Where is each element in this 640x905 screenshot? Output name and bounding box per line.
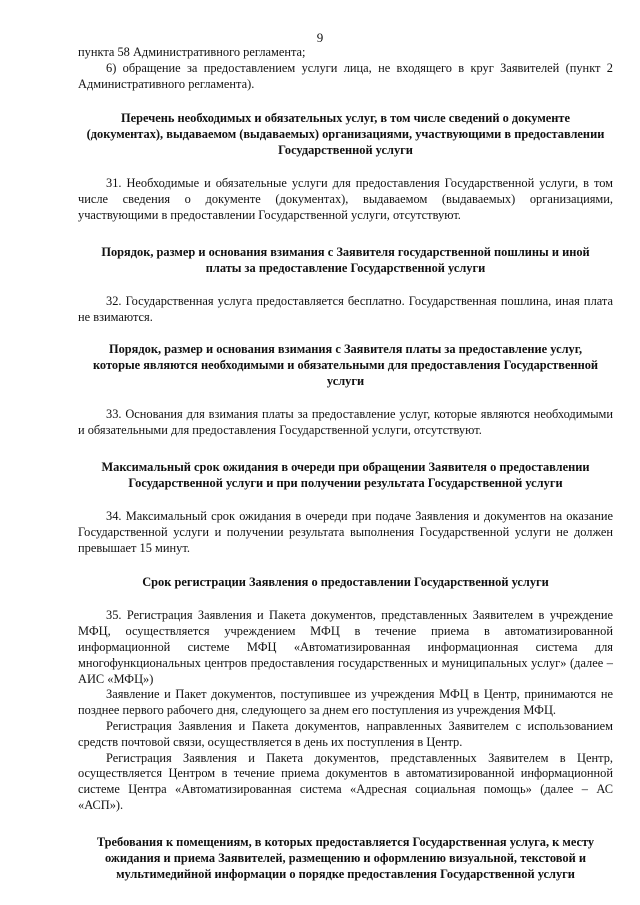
section-heading-premises-requirements: Требования к помещениям, в которых предоставляется Государственная услуга, к месту ожидания и приема Заявителей, размещению и оформлению визуальной, текстовой и мультимедийной информации о порядке предоставления Государственной услуги [96,834,595,881]
paragraph-34: 34. Максимальный срок ожидания в очереди при подаче Заявления и документов на оказание Государственной услуги и получении результата выполнения Государственной услуги не должен превышает 15 минут. [78,508,613,555]
page-number: 9 [316,30,324,45]
paragraph-continuation: пункта 58 Административного регламента; [78,45,306,59]
section-heading-state-fee: Порядок, размер и основания взимания с Заявителя государственной пошлины и иной платы за предоставление Государственной услуги [101,244,590,275]
paragraph-35-center: Регистрация Заявления и Пакета документов, представленных Заявителем в Центр, осуществляется Центром в течение приема документов в автоматизированной информационной системе Центра «Автоматизированная система «Адресная социальная помощь» (далее – АС «АСП»). [78,750,613,812]
section-heading-necessary-services: Перечень необходимых и обязательных услуг, в том числе сведений о документе (документах), выдаваемом (выдаваемых) организациями, участвующими в предоставлении Государственной услуги [86,111,605,158]
paragraph-35: 35. Регистрация Заявления и Пакета документов, представленных Заявителем в учреждение МФЦ, осуществляется учреждением МФЦ в течение приема в автоматизированной информационной системе МФЦ «Автоматизированная информационная система для многофункциональных центров предоставления государственных и муниципальных услуг» (далее – АИС «МФЦ») [78,608,613,686]
section-heading-registration-term: Срок регистрации Заявления о предоставлении Государственной услуги [142,575,549,590]
page-content [78,45,613,882]
paragraph-item-6: 6) обращение за предоставлением услуги лица, не входящего в круг Заявителей (пункт 2 Административного регламента). [78,60,613,91]
paragraph-31: 31. Необходимые и обязательные услуги для предоставления Государственной услуги, в том числе сведения о документе (документах), выдаваемом (выдаваемых) организациями, участвующими в предоставлении Государственной услуги, отсутствуют. [78,176,613,222]
section-heading-waiting-time: Максимальный срок ожидания в очереди при обращении Заявителя о предоставлении Государственной услуги и при получении результата Государственной услуги [101,459,590,490]
paragraph-32: 32. Государственная услуга предоставляется бесплатно. Государственная пошлина, иная плата не взимаются. [78,293,613,324]
paragraph-35-mfc-transfer: Заявление и Пакет документов, поступившее из учреждения МФЦ в Центр, принимаются не позднее первого рабочего дня, следующего за днем его поступления из учреждения МФЦ. [78,687,613,718]
paragraph-35-postal: Регистрация Заявления и Пакета документов, направленных Заявителем с использованием средств почтовой связи, осуществляется в день их поступления в Центр. [78,718,613,749]
section-heading-payment-for-services: Порядок, размер и основания взимания с Заявителя платы за предоставление услуг, которые являются необходимыми и обязательными для предоставления Государственной услуги [92,342,599,389]
paragraph-33: 33. Основания для взимания платы за предоставление услуг, которые являются необходимыми и обязательными для предоставления Государственной услуги, отсутствуют. [78,407,613,438]
